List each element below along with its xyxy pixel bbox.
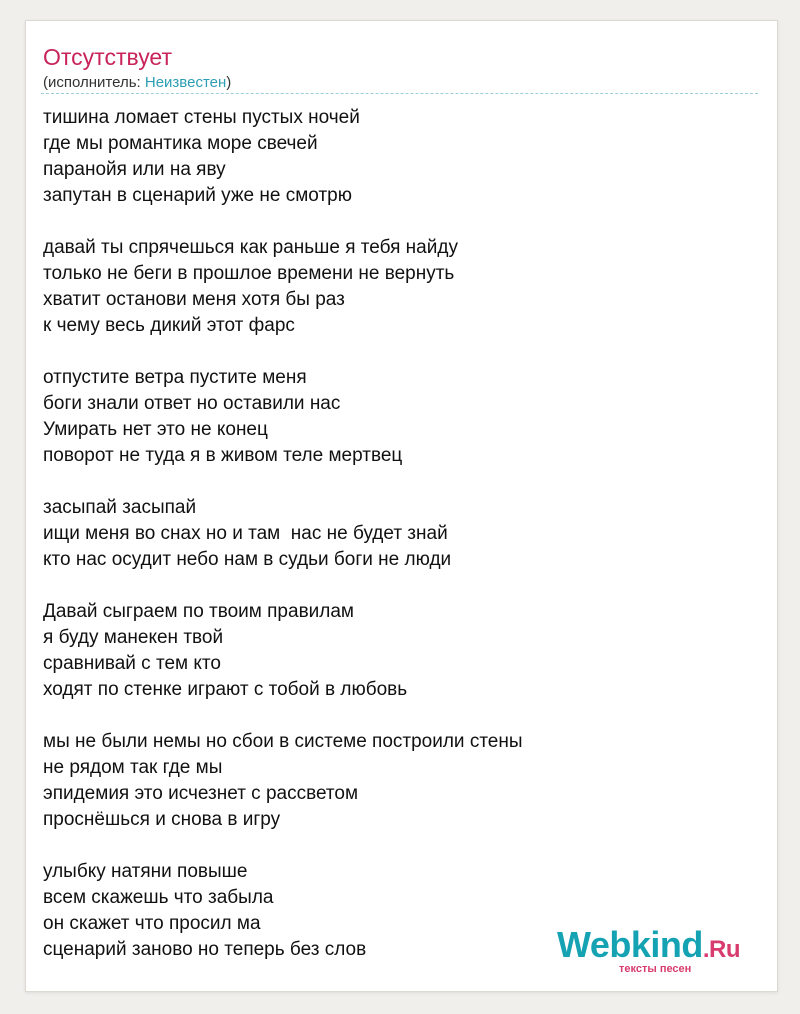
lyric-line: сценарий заново но теперь без слов — [43, 939, 367, 960]
lyric-line: не рядом так где мы — [43, 757, 223, 778]
song-title: Отсутствует — [43, 44, 172, 70]
lyric-line: тишина ломает стены пустых ночей — [43, 107, 360, 128]
lyric-line: улыбку натяни повыше — [43, 861, 248, 882]
lyric-line: отпустите ветра пустите меня — [43, 367, 307, 388]
lyric-line: ищи меня во снах но и там нас не будет знай — [43, 523, 448, 544]
stanza — [43, 599, 758, 703]
artist-suffix: ) — [226, 74, 232, 91]
artist-line — [43, 73, 231, 93]
lyric-line: только не беги в прошлое времени не вернуть — [43, 263, 455, 284]
lyric-line: давай ты спрячешься как раньше я тебя найду — [43, 237, 458, 258]
lyric-line: я буду манекен твой — [43, 627, 224, 648]
logo-domain: .Ru — [702, 936, 741, 963]
lyric-line: где мы романтика море свечей — [43, 133, 318, 154]
logo-name: Webkind — [557, 924, 703, 965]
lyric-line: поворот не туда я в живом теле мертвец — [43, 445, 403, 466]
stanza — [43, 105, 758, 209]
lyric-line: засыпай засыпай — [43, 497, 197, 518]
stanza — [43, 235, 758, 339]
stanza — [43, 365, 758, 469]
lyric-line: проснёшься и снова в игру — [43, 809, 281, 830]
lyric-line: Умирать нет это не конец — [43, 419, 268, 440]
lyrics-text — [43, 105, 758, 989]
lyric-line: боги знали ответ но оставили нас — [43, 393, 341, 414]
lyric-line: он скажет что просил ма — [43, 913, 261, 934]
lyric-line: запутан в сценарий уже не смотрю — [43, 185, 352, 206]
artist-link[interactable]: Неизвестен — [144, 74, 227, 91]
lyric-line: паранойя или на яву — [43, 159, 226, 180]
stanza — [43, 495, 758, 573]
lyric-line: сравнивай с тем кто — [43, 653, 221, 674]
artist-prefix: (исполнитель: — [43, 74, 145, 91]
lyric-line: мы не были немы но сбои в системе построили стены — [43, 731, 523, 752]
stanza — [43, 729, 758, 833]
logo-tagline: тексты песен — [619, 963, 692, 975]
lyric-line: к чему весь дикий этот фарс — [43, 315, 295, 336]
lyric-line: ходят по стенке играют с тобой в любовь — [43, 679, 408, 700]
lyric-line: хватит останови меня хотя бы раз — [43, 289, 345, 310]
lyric-line: всем скажешь что забыла — [43, 887, 274, 908]
lyric-line: кто нас осудит небо нам в судьи боги не люди — [43, 549, 452, 570]
title-divider — [41, 93, 758, 94]
webkind-logo[interactable] — [557, 925, 757, 975]
lyrics-card — [25, 20, 778, 992]
lyric-line: эпидемия это исчезнет с рассветом — [43, 783, 359, 804]
lyric-line: Давай сыграем по твоим правилам — [43, 601, 354, 622]
